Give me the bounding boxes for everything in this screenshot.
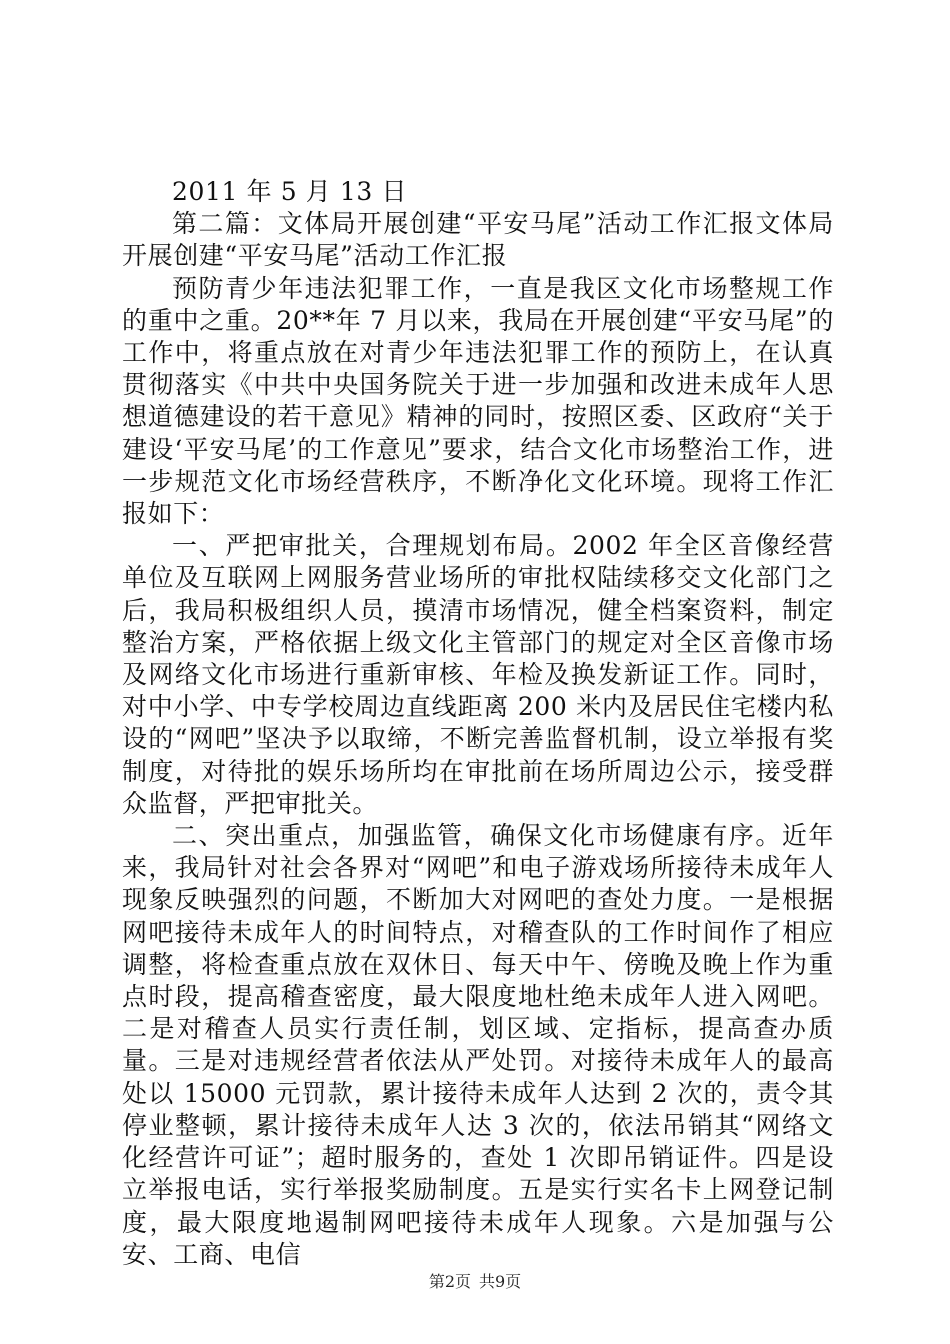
document-body — [122, 176, 834, 1271]
page-footer — [0, 1272, 950, 1292]
supervision-paragraph: 二、突出重点，加强监管，确保文化市场健康有序。近年来，我局针对社会各界对“网吧”和电子游戏场所接待未成年人现象反映强烈的问题，不断加大对网吧的查处力度。一是根据网吧接待未成年人的时间特点，对稽查队的工作时间作了相应调整，将检查重点放在双休日、每天中午、傍晚及晚上作为重点时段，提高稽查密度，最大限度地杜绝未成年人进入网吧。二是对稽查人员实行责任制，划区域、定指标，提高查办质量。三是对违规经营者依法从严处罚。对接待未成年人的最高处以 15000 元罚款，累计接待未成年人达到 2 次的，责令其停业整顿，累计接待未成年人达 3 次的，依法吊销其“网络文化经营许可证”；超时服务的，查处 1 次即吊销证件。四是设立举报电话，实行举报奖励制度。五是实行实名卡上网登记制度，最大限度地遏制网吧接待未成年人现象。六是加强与公安、工商、电信 — [122, 821, 834, 1269]
intro-paragraph: 预防青少年违法犯罪工作，一直是我区文化市场整规工作的重中之重。20**年 7 月以来，我局在开展创建“平安马尾”的工作中，将重点放在对青少年违法犯罪工作的预防上，在认真贯彻落实《中共中央国务院关于进一步加强和改进未成年人思想道德建设的若干意见》精神的同时，按照区委、区政府“关于建设‘平安马尾’的工作意见”要求，结合文化市场整治工作，进一步规范文化市场经营秩序，不断净化文化环境。现将工作汇报如下： — [122, 273, 834, 529]
page-number-current: 第2页 — [428, 1272, 471, 1291]
document-date: 2011 年 5 月 13 日 — [172, 177, 408, 206]
approval-paragraph: 一、严把审批关，合理规划布局。2002 年全区音像经营单位及互联网上网服务营业场所的审批权陆续移交文化部门之后，我局积极组织人员，摸清市场情况，健全档案资料，制定整治方案，严格依据上级文化主管部门的规定对全区音像市场及网络文化市场进行重新审核、年检及换发新证工作。同时，对中小学、中专学校周边直线距离 200 米内及居民住宅楼内私设的“网吧”坚决予以取缔，不断完善监督机制，设立举报有奖制度，对待批的娱乐场所均在审批前在场所周边公示，接受群众监督，严把审批关。 — [122, 531, 834, 818]
section-title-paragraph: 第二篇：文体局开展创建“平安马尾”活动工作汇报文体局开展创建“平安马尾”活动工作汇报 — [122, 209, 834, 271]
page-number-total: 共9页 — [479, 1272, 522, 1291]
